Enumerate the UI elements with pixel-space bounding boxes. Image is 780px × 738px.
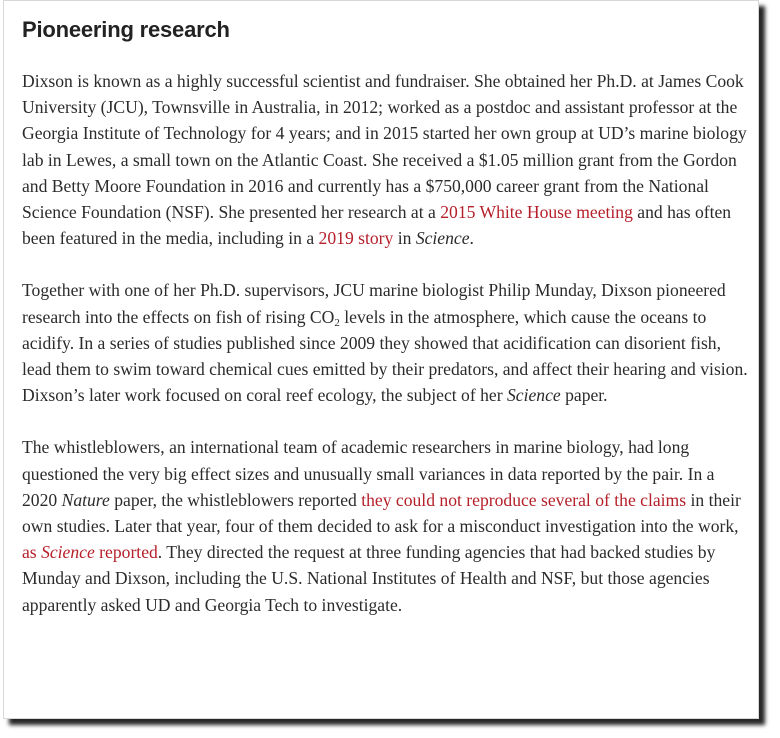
white-house-meeting-link[interactable]: 2015 White House meeting (440, 202, 633, 223)
article-card (3, 0, 759, 719)
paragraph-1 (22, 68, 748, 251)
p1-text-4: . (469, 228, 474, 249)
p2-science-italic: Science (506, 385, 561, 406)
p1-text-2: and has often been featured in the media, including in a (22, 202, 732, 249)
p2-text-1: Together with one of her Ph.D. supervisors, JCU marine biologist Philip Munday, Dixson pioneered research into the effects on fish of rising CO (22, 280, 726, 327)
science-reported-link[interactable] (22, 542, 158, 562)
science-reported-link-part-1: as (22, 542, 42, 563)
could-not-reproduce-link[interactable]: they could not reproduce several of the claims (361, 489, 687, 510)
article-content (22, 15, 748, 644)
paragraph-3 (22, 434, 748, 617)
p1-science-italic: Science (415, 228, 470, 249)
p3-text-2: paper, the whistleblowers reported (109, 489, 362, 510)
co2-subscript: 2 (334, 316, 340, 329)
p1-text-1: Dixson is known as a highly successful scientist and fundraiser. She obtained her Ph.D. at James Cook University (JCU), Townsville in Australia, in 2012; worked as a postdoc and assistant professor at the Georgia Institute of Technology for 4 years; and in 2015 started her own group at UD’s marine biology lab in Lewes, a small town on the Atlantic Coast. She received a $1.05 million grant from the Gordon and Betty Moore Foundation in 2016 and currently has a $750,000 career grant from the National Science Foundation (NSF). She presented her research at a (22, 71, 747, 223)
p2-text-3: paper. (560, 385, 608, 406)
science-reported-link-italic: Science (41, 542, 95, 563)
p2-text-2: levels in the atmosphere, which cause the oceans to acidify. In a series of studies published since 2009 they showed that acidification can disorient fish, lead them to swim toward chemical cues emitted by their predators, and affect their hearing and vision. Dixson’s later work focused on coral reef ecology, the subject of her (22, 306, 748, 406)
p3-text-1: The whistleblowers, an international team of academic researchers in marine biology, had long questioned the very big effect sizes and unusually small variances in data reported by the pair. In a 2020 (22, 437, 715, 510)
p1-text-3: in (393, 228, 416, 249)
story-2019-link[interactable]: 2019 story (318, 228, 394, 249)
p3-text-4: . They directed the request at three funding agencies that had backed studies by Munday and Dixson, including the U.S. National Institutes of Health and NSF, but those agencies apparently asked UD and Georgia Tech to investigate. (22, 542, 716, 615)
section-heading: Pioneering research (22, 17, 230, 42)
p3-text-3: in their own studies. Later that year, four of them decided to ask for a misconduct investigation into the work, (22, 489, 741, 537)
science-reported-link-part-2: reported (94, 542, 158, 563)
paragraph-2 (22, 277, 748, 408)
p3-nature-italic: Nature (61, 489, 110, 510)
